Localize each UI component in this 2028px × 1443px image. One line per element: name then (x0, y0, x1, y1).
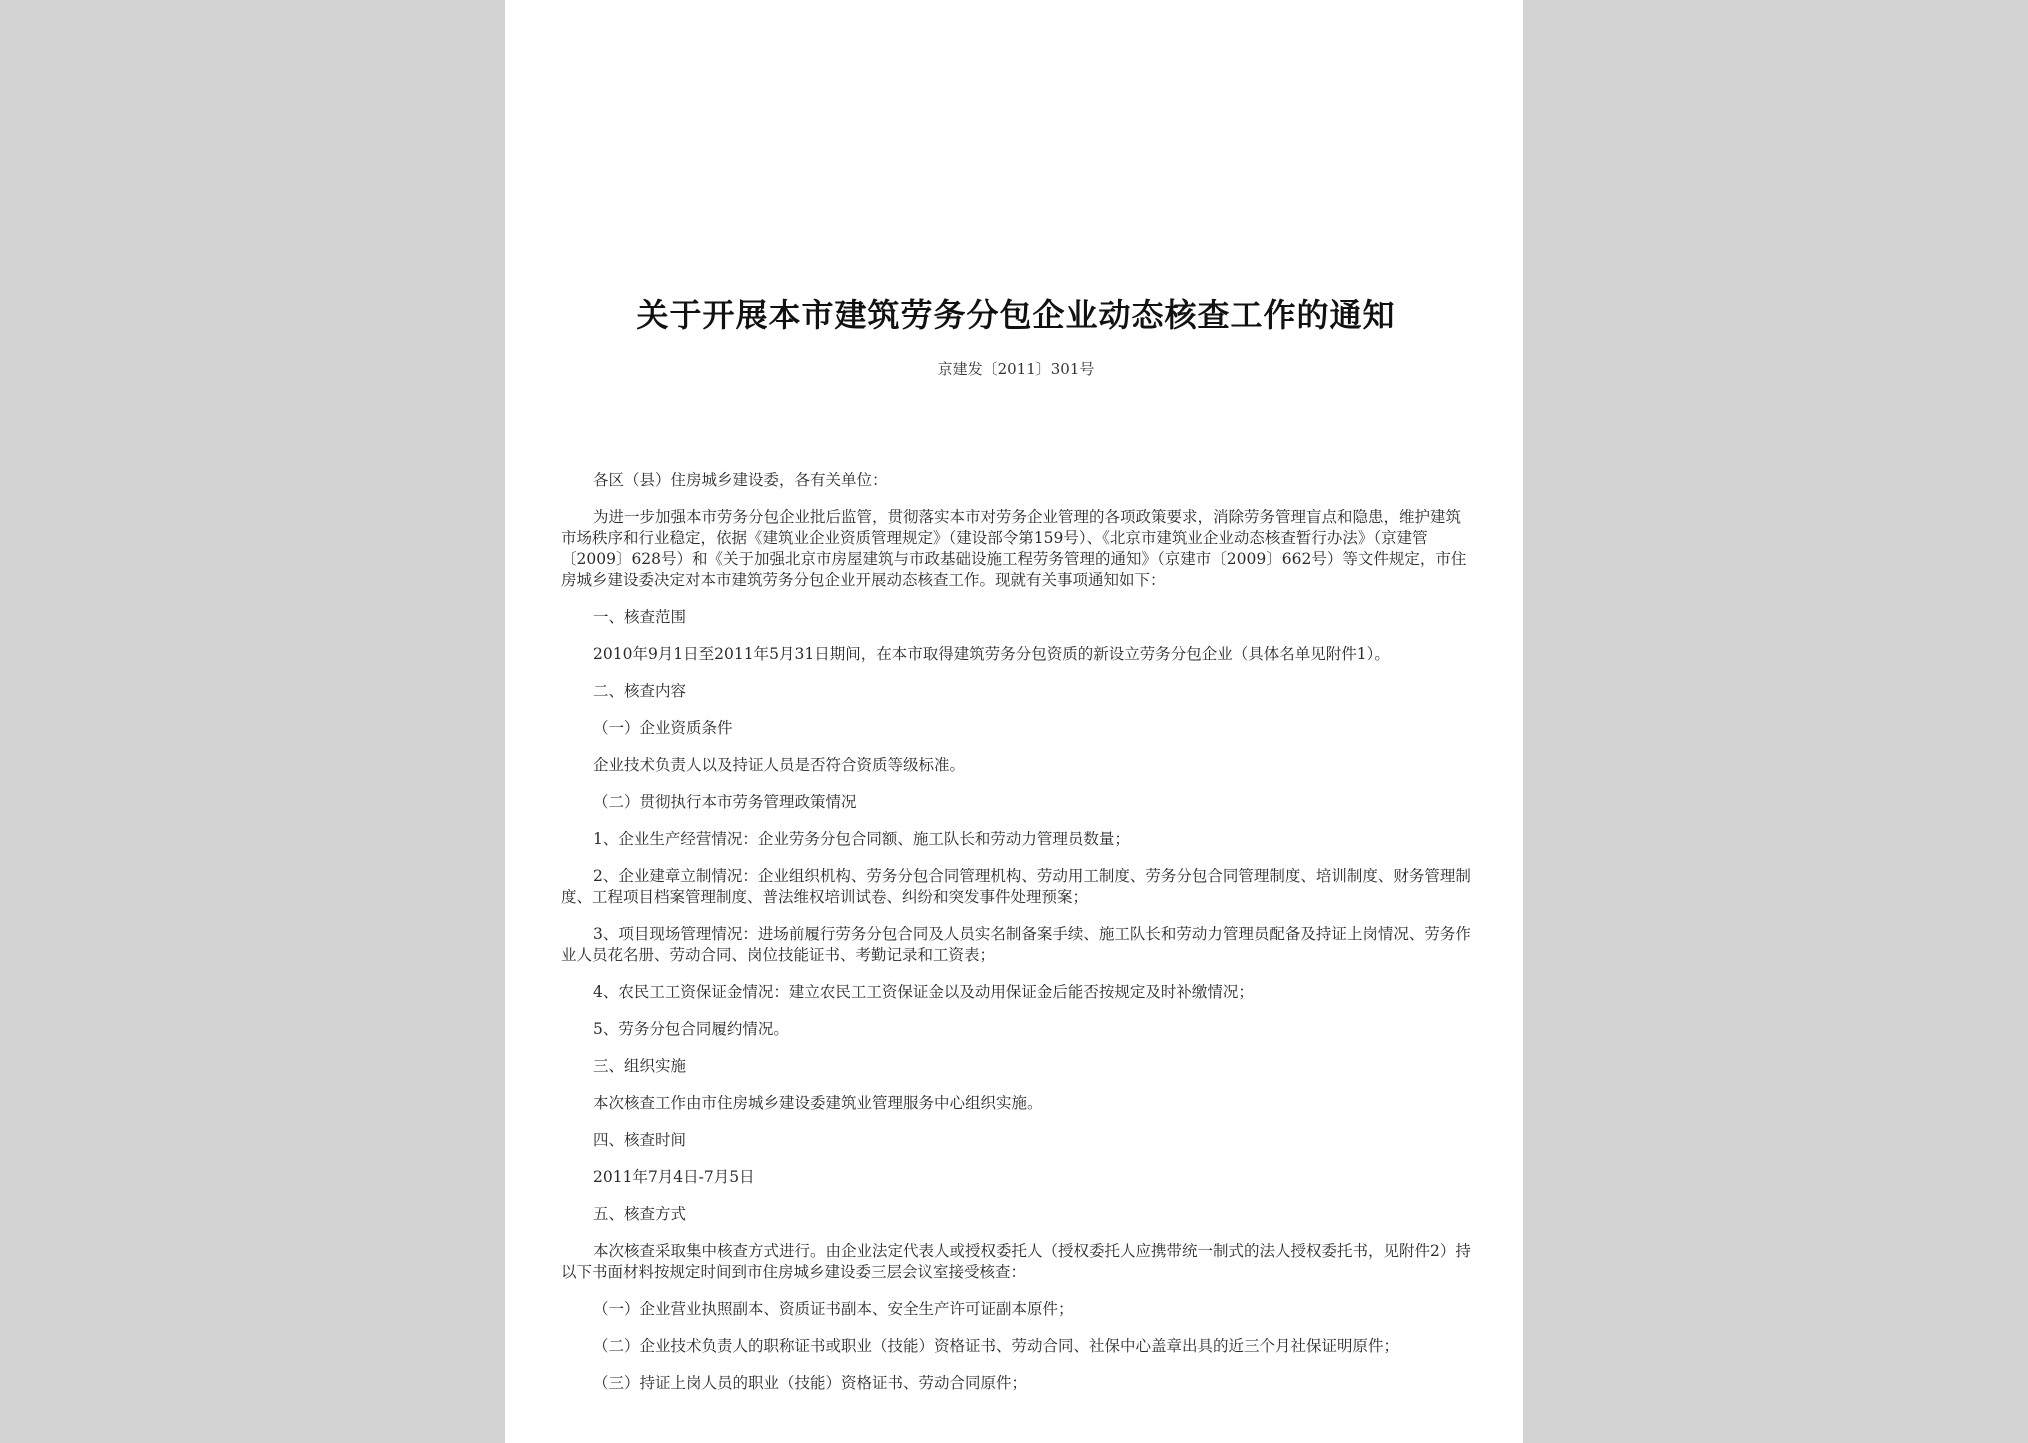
section-heading: 一、核查范围 (593, 608, 687, 626)
list-item: 4、农民工工资保证金情况：建立农民工工资保证金以及动用保证金后能否按规定及时补缴情况； (593, 983, 1254, 1001)
subsection-heading: （二）贯彻执行本市劳务管理政策情况 (593, 793, 857, 811)
subsection-heading: （一）企业资质条件 (593, 719, 733, 737)
document-body (561, 470, 1471, 1410)
section-heading: 二、核查内容 (593, 682, 687, 700)
paragraph: 企业技术负责人以及持证人员是否符合资质等级标准。 (593, 756, 966, 774)
paragraph-intro: 为进一步加强本市劳务分包企业批后监管，贯彻落实本市对劳务企业管理的各项政策要求，消除劳务管理盲点和隐患，维护建筑市场秩序和行业稳定，依据《建筑业企业资质管理规定》（建设部令第159号）、《北京市建筑业企业动态核查暂行办法》（京建管〔2009〕628号）和《关于加强北京市房屋建筑与市政基础设施工程劳务管理的通知》（京建市〔2009〕662号）等文件规定，市住房城乡建设委决定对本市建筑劳务分包企业开展动态核查工作。现就有关事项通知如下： (561, 508, 1467, 589)
list-item: 3、项目现场管理情况：进场前履行劳务分包合同及人员实名制备案手续、施工队长和劳动力管理员配备及持证上岗情况、劳务作业人员花名册、劳动合同、岗位技能证书、考勤记录和工资表； (561, 925, 1471, 964)
section-heading: 五、核查方式 (593, 1205, 687, 1223)
section-heading: 三、组织实施 (593, 1057, 687, 1075)
document-title: 关于开展本市建筑劳务分包企业动态核查工作的通知 (636, 296, 1396, 334)
paragraph: 本次核查采取集中核查方式进行。由企业法定代表人或授权委托人（授权委托人应携带统一制式的法人授权委托书，见附件2）持以下书面材料按规定时间到市住房城乡建设委三层会议室接受核查： (561, 1242, 1471, 1281)
list-item: （二）企业技术负责人的职称证书或职业（技能）资格证书、劳动合同、社保中心盖章出具的近三个月社保证明原件； (593, 1337, 1400, 1355)
list-item: （一）企业营业执照副本、资质证书副本、安全生产许可证副本原件； (593, 1300, 1074, 1318)
paragraph: 本次核查工作由市住房城乡建设委建筑业管理服务中心组织实施。 (593, 1094, 1043, 1112)
document-page (505, 0, 1523, 1443)
document-number: 京建发〔2011〕301号 (937, 360, 1095, 378)
list-item: 2、企业建章立制情况：企业组织机构、劳务分包合同管理机构、劳动用工制度、劳务分包合同管理制度、培训制度、财务管理制度、工程项目档案管理制度、普法维权培训试卷、纠纷和突发事件处理预案； (561, 867, 1471, 906)
list-item: 1、企业生产经营情况：企业劳务分包合同额、施工队长和劳动力管理员数量； (593, 830, 1130, 848)
paragraph: 2011年7月4日-7月5日 (593, 1168, 755, 1186)
paragraph: 2010年9月1日至2011年5月31日期间，在本市取得建筑劳务分包资质的新设立劳务分包企业（具体名单见附件1）。 (593, 645, 1390, 663)
paragraph-salutation: 各区（县）住房城乡建设委，各有关单位： (593, 471, 888, 489)
section-heading: 四、核查时间 (593, 1131, 687, 1149)
list-item: （三）持证上岗人员的职业（技能）资格证书、劳动合同原件； (593, 1374, 1028, 1392)
list-item: 5、劳务分包合同履约情况。 (593, 1020, 789, 1038)
